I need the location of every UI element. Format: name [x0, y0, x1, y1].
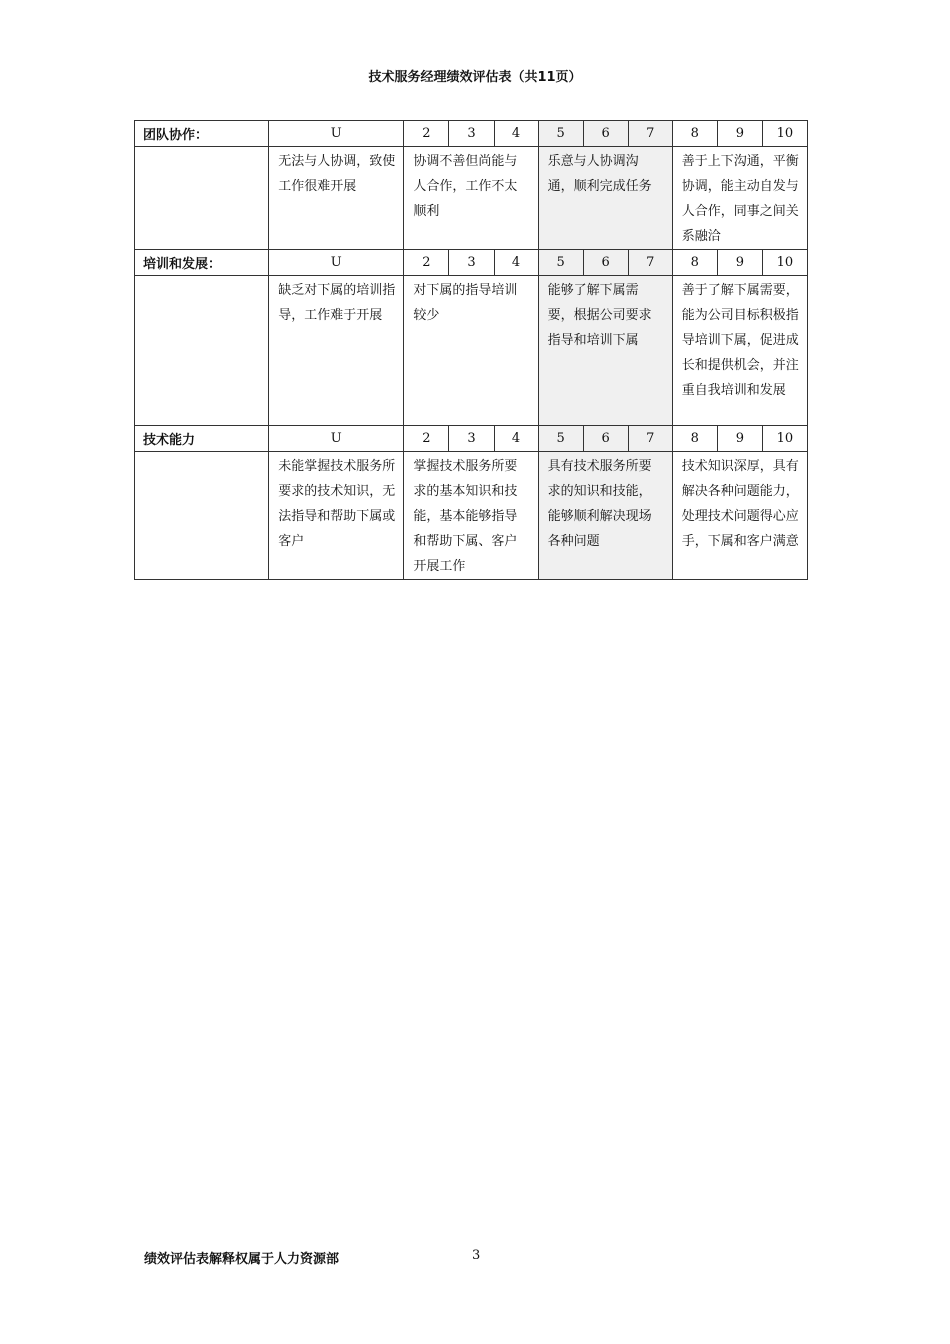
category-label: 培训和发展： [135, 250, 269, 276]
description-cell: 能够了解下属需要，根据公司要求指导和培训下属 [538, 276, 672, 426]
evaluation-table [134, 120, 808, 580]
score-cell: 6 [583, 250, 628, 276]
score-cell: 5 [538, 426, 583, 452]
score-cell: 3 [449, 250, 494, 276]
score-cell: U [269, 121, 404, 147]
score-cell: 2 [404, 426, 449, 452]
score-cell: 4 [494, 426, 538, 452]
score-cell: U [269, 250, 404, 276]
score-header-row [135, 250, 808, 276]
score-cell: 5 [538, 250, 583, 276]
description-cell: 技术知识深厚，具有解决各种问题能力，处理技术问题得心应手，下属和客户满意 [672, 452, 807, 580]
description-row [135, 276, 808, 426]
description-cell: 乐意与人协调沟通，顺利完成任务 [538, 147, 672, 250]
score-cell: 7 [628, 250, 672, 276]
score-cell: 3 [449, 426, 494, 452]
score-cell: 5 [538, 121, 583, 147]
page-number: 3 [472, 1248, 481, 1263]
score-cell: 2 [404, 121, 449, 147]
empty-cell [135, 147, 269, 250]
description-cell: 协调不善但尚能与人合作，工作不太顺利 [404, 147, 538, 250]
score-cell: 3 [449, 121, 494, 147]
description-cell: 未能掌握技术服务所要求的技术知识，无法指导和帮助下属或客户 [269, 452, 404, 580]
score-header-row [135, 121, 808, 147]
score-cell: 2 [404, 250, 449, 276]
score-cell: 10 [762, 250, 807, 276]
description-row [135, 452, 808, 580]
description-cell: 善于了解下属需要，能为公司目标积极指导培训下属，促进成长和提供机会，并注重自我培训和发展 [672, 276, 807, 426]
empty-cell [135, 452, 269, 580]
score-cell: 8 [672, 121, 717, 147]
score-cell: 7 [628, 426, 672, 452]
description-cell: 对下属的指导培训较少 [404, 276, 538, 426]
description-cell: 具有技术服务所要求的知识和技能，能够顺利解决现场各种问题 [538, 452, 672, 580]
description-cell: 无法与人协调，致使工作很难开展 [269, 147, 404, 250]
category-label: 团队协作： [135, 121, 269, 147]
footer-note: 绩效评估表解释权属于人力资源部 [144, 1252, 340, 1267]
description-cell: 善于上下沟通，平衡协调，能主动自发与人合作，同事之间关系融洽 [672, 147, 807, 250]
score-cell: 10 [762, 121, 807, 147]
description-cell: 掌握技术服务所要求的基本知识和技能，基本能够指导和帮助下属、客户开展工作 [404, 452, 538, 580]
score-cell: 7 [628, 121, 672, 147]
description-row [135, 147, 808, 250]
description-cell: 缺乏对下属的培训指导，工作难于开展 [269, 276, 404, 426]
score-cell: 6 [583, 426, 628, 452]
score-cell: U [269, 426, 404, 452]
score-cell: 6 [583, 121, 628, 147]
score-cell: 4 [494, 250, 538, 276]
score-cell: 9 [717, 250, 762, 276]
score-cell: 10 [762, 426, 807, 452]
score-header-row [135, 426, 808, 452]
score-cell: 8 [672, 426, 717, 452]
category-label: 技术能力 [135, 426, 269, 452]
score-cell: 9 [717, 426, 762, 452]
score-cell: 8 [672, 250, 717, 276]
score-cell: 9 [717, 121, 762, 147]
page-title: 技术服务经理绩效评估表（共11页） [368, 70, 582, 85]
score-cell: 4 [494, 121, 538, 147]
empty-cell [135, 276, 269, 426]
